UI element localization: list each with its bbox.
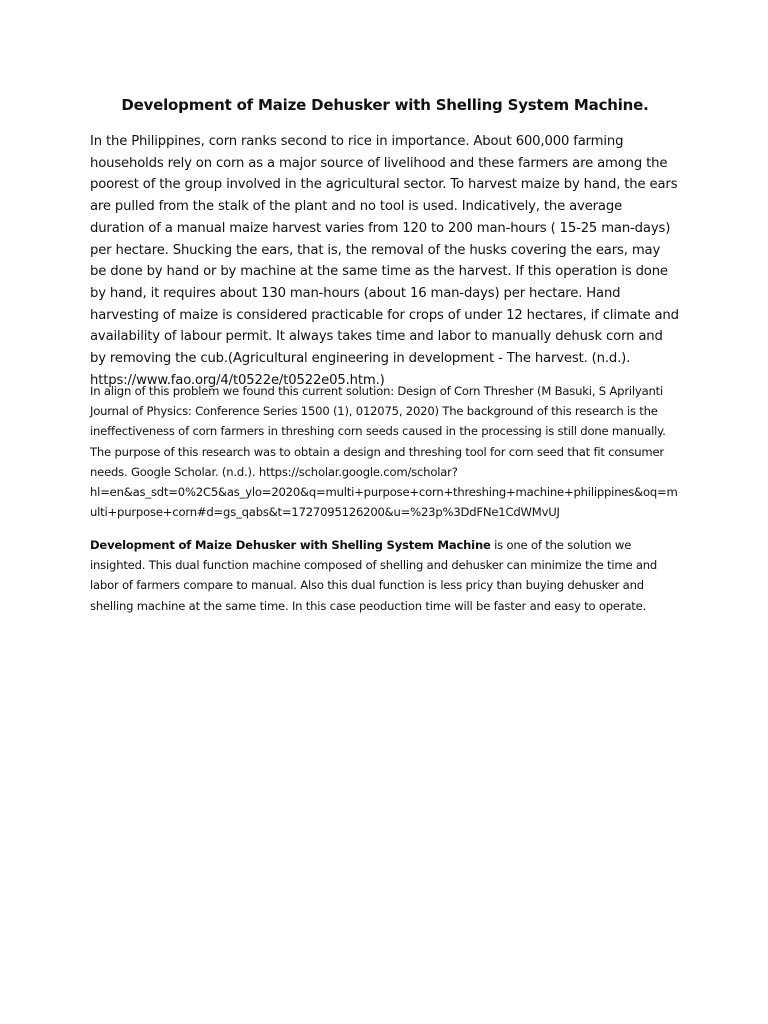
paragraph-philippines-corn: In the Philippines, corn ranks second to rice in importance. About 600,000 farming households rely on corn as a major source of livelihood and these farmers are among the poorest of the group involved in the agricultural sector. To harvest maize by hand, the ears are pulled from the stalk of the plant and no tool is used. Indicatively, the average duration of a manual maize harvest varies from 120 to 200 man-hours ( 15-25 man-days) per hectare. Shucking the ears, that is, the removal of the husks covering the ears, may be done by hand or by machine at the same time as the harvest. If this operation is done by hand, it requires about 130 man-hours (about 16 man-days) per hectare. Hand harvesting of maize is considered practicable for crops of under 12 hectares, if climate and availability of labour permit. It always takes time and labor to manually dehusk corn and by removing the cub.(Agricultural engineering in development - The harvest. (n.d.). https://www.fao.org/4/t0522e/t0522e05.htm.) (90, 134, 679, 388)
document-title: Development of Maize Dehusker with Shelling System Machine. (121, 96, 649, 114)
paragraph-current-solution-text: In align of this problem we found this current solution: Design of Corn Thresher (M Basuki, S Aprilyanti Journal of Physics: Conference Series 1500 (1), 012075, 2020) The background of this research is the ineffectiveness of corn farmers in threshing corn seeds caused in the processing is still done manually. The purpose of this research was to obtain a design and threshing tool for corn seed that fit consumer needs. Google Scholar. (n.d.). https://scholar.google.com/scholar? (90, 384, 666, 479)
scholar-url-text: hl=en&as_sdt=0%2C5&as_ylo=2020&q=multi+purpose+corn+threshing+machine+philippines&oq=multi+purpose+corn#d=gs_qabs&t=1727095126200&u=%23p%3DdFNe1CdWMvUJ (90, 485, 678, 520)
proposed-solution-text: is one of the solution we insighted. This dual function machine composed of shelling and dehusker can minimize the time and labor of farmers compare to manual. Also this dual function is less pricy than buying dehusker and shelling machine at the same time. In this case peoduction time will be faster and easy to operate. (90, 538, 658, 613)
paragraph-current-solution (90, 381, 680, 522)
proposed-solution-bold-title: Development of Maize Dehusker with Shelling System Machine (90, 538, 491, 552)
paragraph-proposed-solution (90, 535, 680, 616)
